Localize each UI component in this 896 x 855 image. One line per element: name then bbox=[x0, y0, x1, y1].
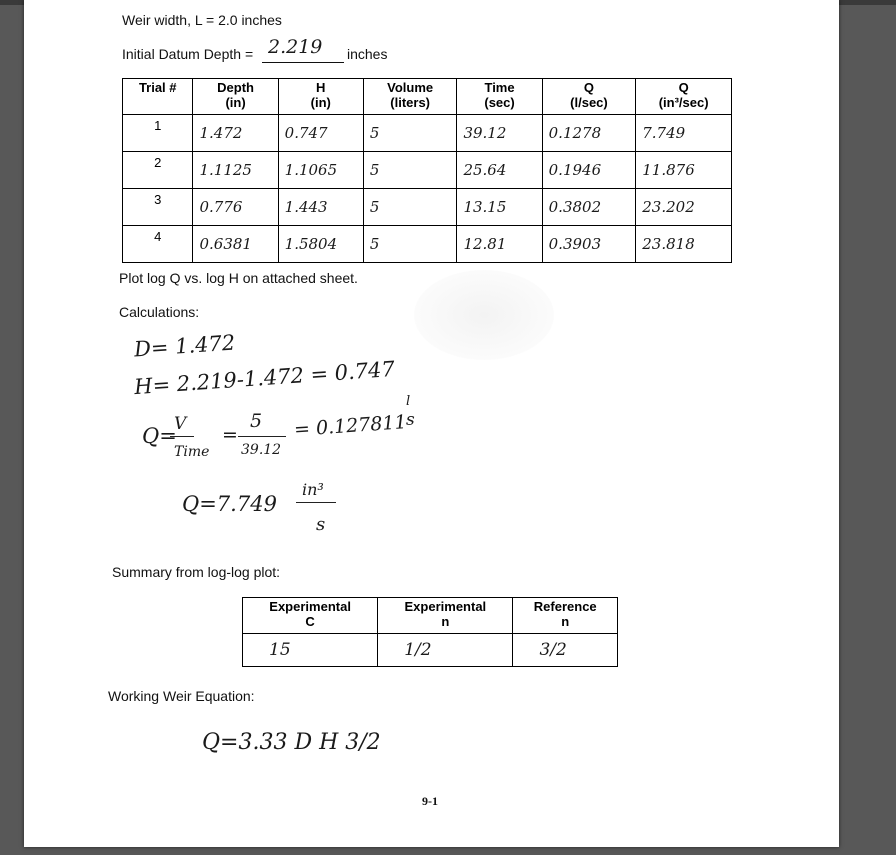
calc-q-inches: Q=7.749 bbox=[182, 492, 277, 516]
results-header-cell: Volume (liters) bbox=[363, 79, 457, 115]
fraction-bar bbox=[296, 502, 336, 503]
calc-q-label: Q= bbox=[142, 424, 177, 448]
datum-value: 2.219 bbox=[268, 36, 323, 58]
calc-unit-in3: in³ bbox=[302, 480, 324, 499]
calc-time-value: 39.12 bbox=[241, 442, 282, 458]
trial-number-cell: 2 bbox=[123, 152, 193, 189]
results-header-cell: Trial # bbox=[123, 79, 193, 115]
results-header-cell: Q (l/sec) bbox=[542, 79, 636, 115]
summary-value-cell: 3/2 bbox=[513, 634, 618, 667]
results-value-cell: 0.776 bbox=[193, 189, 278, 226]
summary-value-cell: 15 bbox=[243, 634, 378, 667]
results-value-cell: 5 bbox=[363, 152, 457, 189]
results-value-cell: 1.443 bbox=[278, 189, 363, 226]
calc-time-symbol: Time bbox=[174, 444, 210, 460]
fraction-bar bbox=[170, 436, 194, 437]
results-value-cell: 7.749 bbox=[636, 115, 732, 152]
summary-table-header bbox=[243, 598, 618, 634]
calc-depth: D= 1.472 bbox=[133, 330, 236, 362]
calc-volume-symbol: V bbox=[174, 414, 187, 434]
results-value-cell: 23.202 bbox=[636, 189, 732, 226]
results-table bbox=[122, 78, 732, 263]
results-value-cell: 0.3802 bbox=[542, 189, 636, 226]
plot-instruction: Plot log Q vs. log H on attached sheet. bbox=[119, 270, 358, 286]
calc-unit-seconds: s bbox=[406, 410, 415, 430]
results-value-cell: 1.5804 bbox=[278, 226, 363, 263]
results-value-cell: 25.64 bbox=[457, 152, 542, 189]
datum-unit: inches bbox=[347, 46, 388, 62]
results-value-cell: 23.818 bbox=[636, 226, 732, 263]
weir-equation: Q=3.33 D H 3/2 bbox=[202, 730, 381, 755]
results-row bbox=[123, 152, 732, 189]
fraction-bar bbox=[238, 436, 286, 437]
results-value-cell: 1.1065 bbox=[278, 152, 363, 189]
weir-width-text: Weir width, L = 2.0 inches bbox=[122, 12, 282, 28]
results-value-cell: 5 bbox=[363, 115, 457, 152]
calc-equals: = bbox=[222, 424, 238, 446]
results-value-cell: 1.1125 bbox=[193, 152, 278, 189]
results-header-cell: H (in) bbox=[278, 79, 363, 115]
results-value-cell: 1.472 bbox=[193, 115, 278, 152]
results-value-cell: 0.1946 bbox=[542, 152, 636, 189]
results-value-cell: 0.3903 bbox=[542, 226, 636, 263]
summary-header-cell: Reference n bbox=[513, 598, 618, 634]
faint-watermark bbox=[414, 270, 554, 360]
results-row bbox=[123, 115, 732, 152]
results-value-cell: 0.1278 bbox=[542, 115, 636, 152]
summary-header-cell: Experimental C bbox=[243, 598, 378, 634]
page-number: 9-1 bbox=[422, 794, 438, 808]
results-row bbox=[123, 226, 732, 263]
results-header-cell: Q (in³/sec) bbox=[636, 79, 732, 115]
calc-unit-s: s bbox=[316, 514, 326, 535]
results-table-header bbox=[123, 79, 732, 115]
results-value-cell: 11.876 bbox=[636, 152, 732, 189]
results-value-cell: 5 bbox=[363, 226, 457, 263]
results-value-cell: 13.15 bbox=[457, 189, 542, 226]
calc-volume-value: 5 bbox=[250, 410, 263, 432]
calc-q-result: = 0.127811 bbox=[293, 411, 408, 441]
results-header-cell: Time (sec) bbox=[457, 79, 542, 115]
summary-label: Summary from log-log plot: bbox=[112, 564, 281, 580]
datum-label: Initial Datum Depth = bbox=[122, 46, 254, 62]
results-value-cell: 12.81 bbox=[457, 226, 542, 263]
calc-unit-liters: l bbox=[406, 394, 411, 409]
results-header-cell: Depth (in) bbox=[193, 79, 278, 115]
trial-number-cell: 3 bbox=[123, 189, 193, 226]
datum-underline bbox=[262, 62, 344, 63]
results-value-cell: 0.6381 bbox=[193, 226, 278, 263]
results-value-cell: 0.747 bbox=[278, 115, 363, 152]
summary-table-row bbox=[243, 634, 618, 667]
results-row bbox=[123, 189, 732, 226]
results-value-cell: 5 bbox=[363, 189, 457, 226]
summary-header-cell: Experimental n bbox=[378, 598, 513, 634]
trial-number-cell: 4 bbox=[123, 226, 193, 263]
results-value-cell: 39.12 bbox=[457, 115, 542, 152]
summary-value-cell: 1/2 bbox=[378, 634, 513, 667]
calc-head: H= 2.219-1.472 = 0.747 bbox=[133, 356, 396, 400]
calculations-label: Calculations: bbox=[119, 304, 200, 320]
trial-number-cell: 1 bbox=[123, 115, 193, 152]
summary-table bbox=[242, 597, 618, 667]
document-page bbox=[24, 0, 839, 847]
equation-label: Working Weir Equation: bbox=[108, 688, 255, 704]
